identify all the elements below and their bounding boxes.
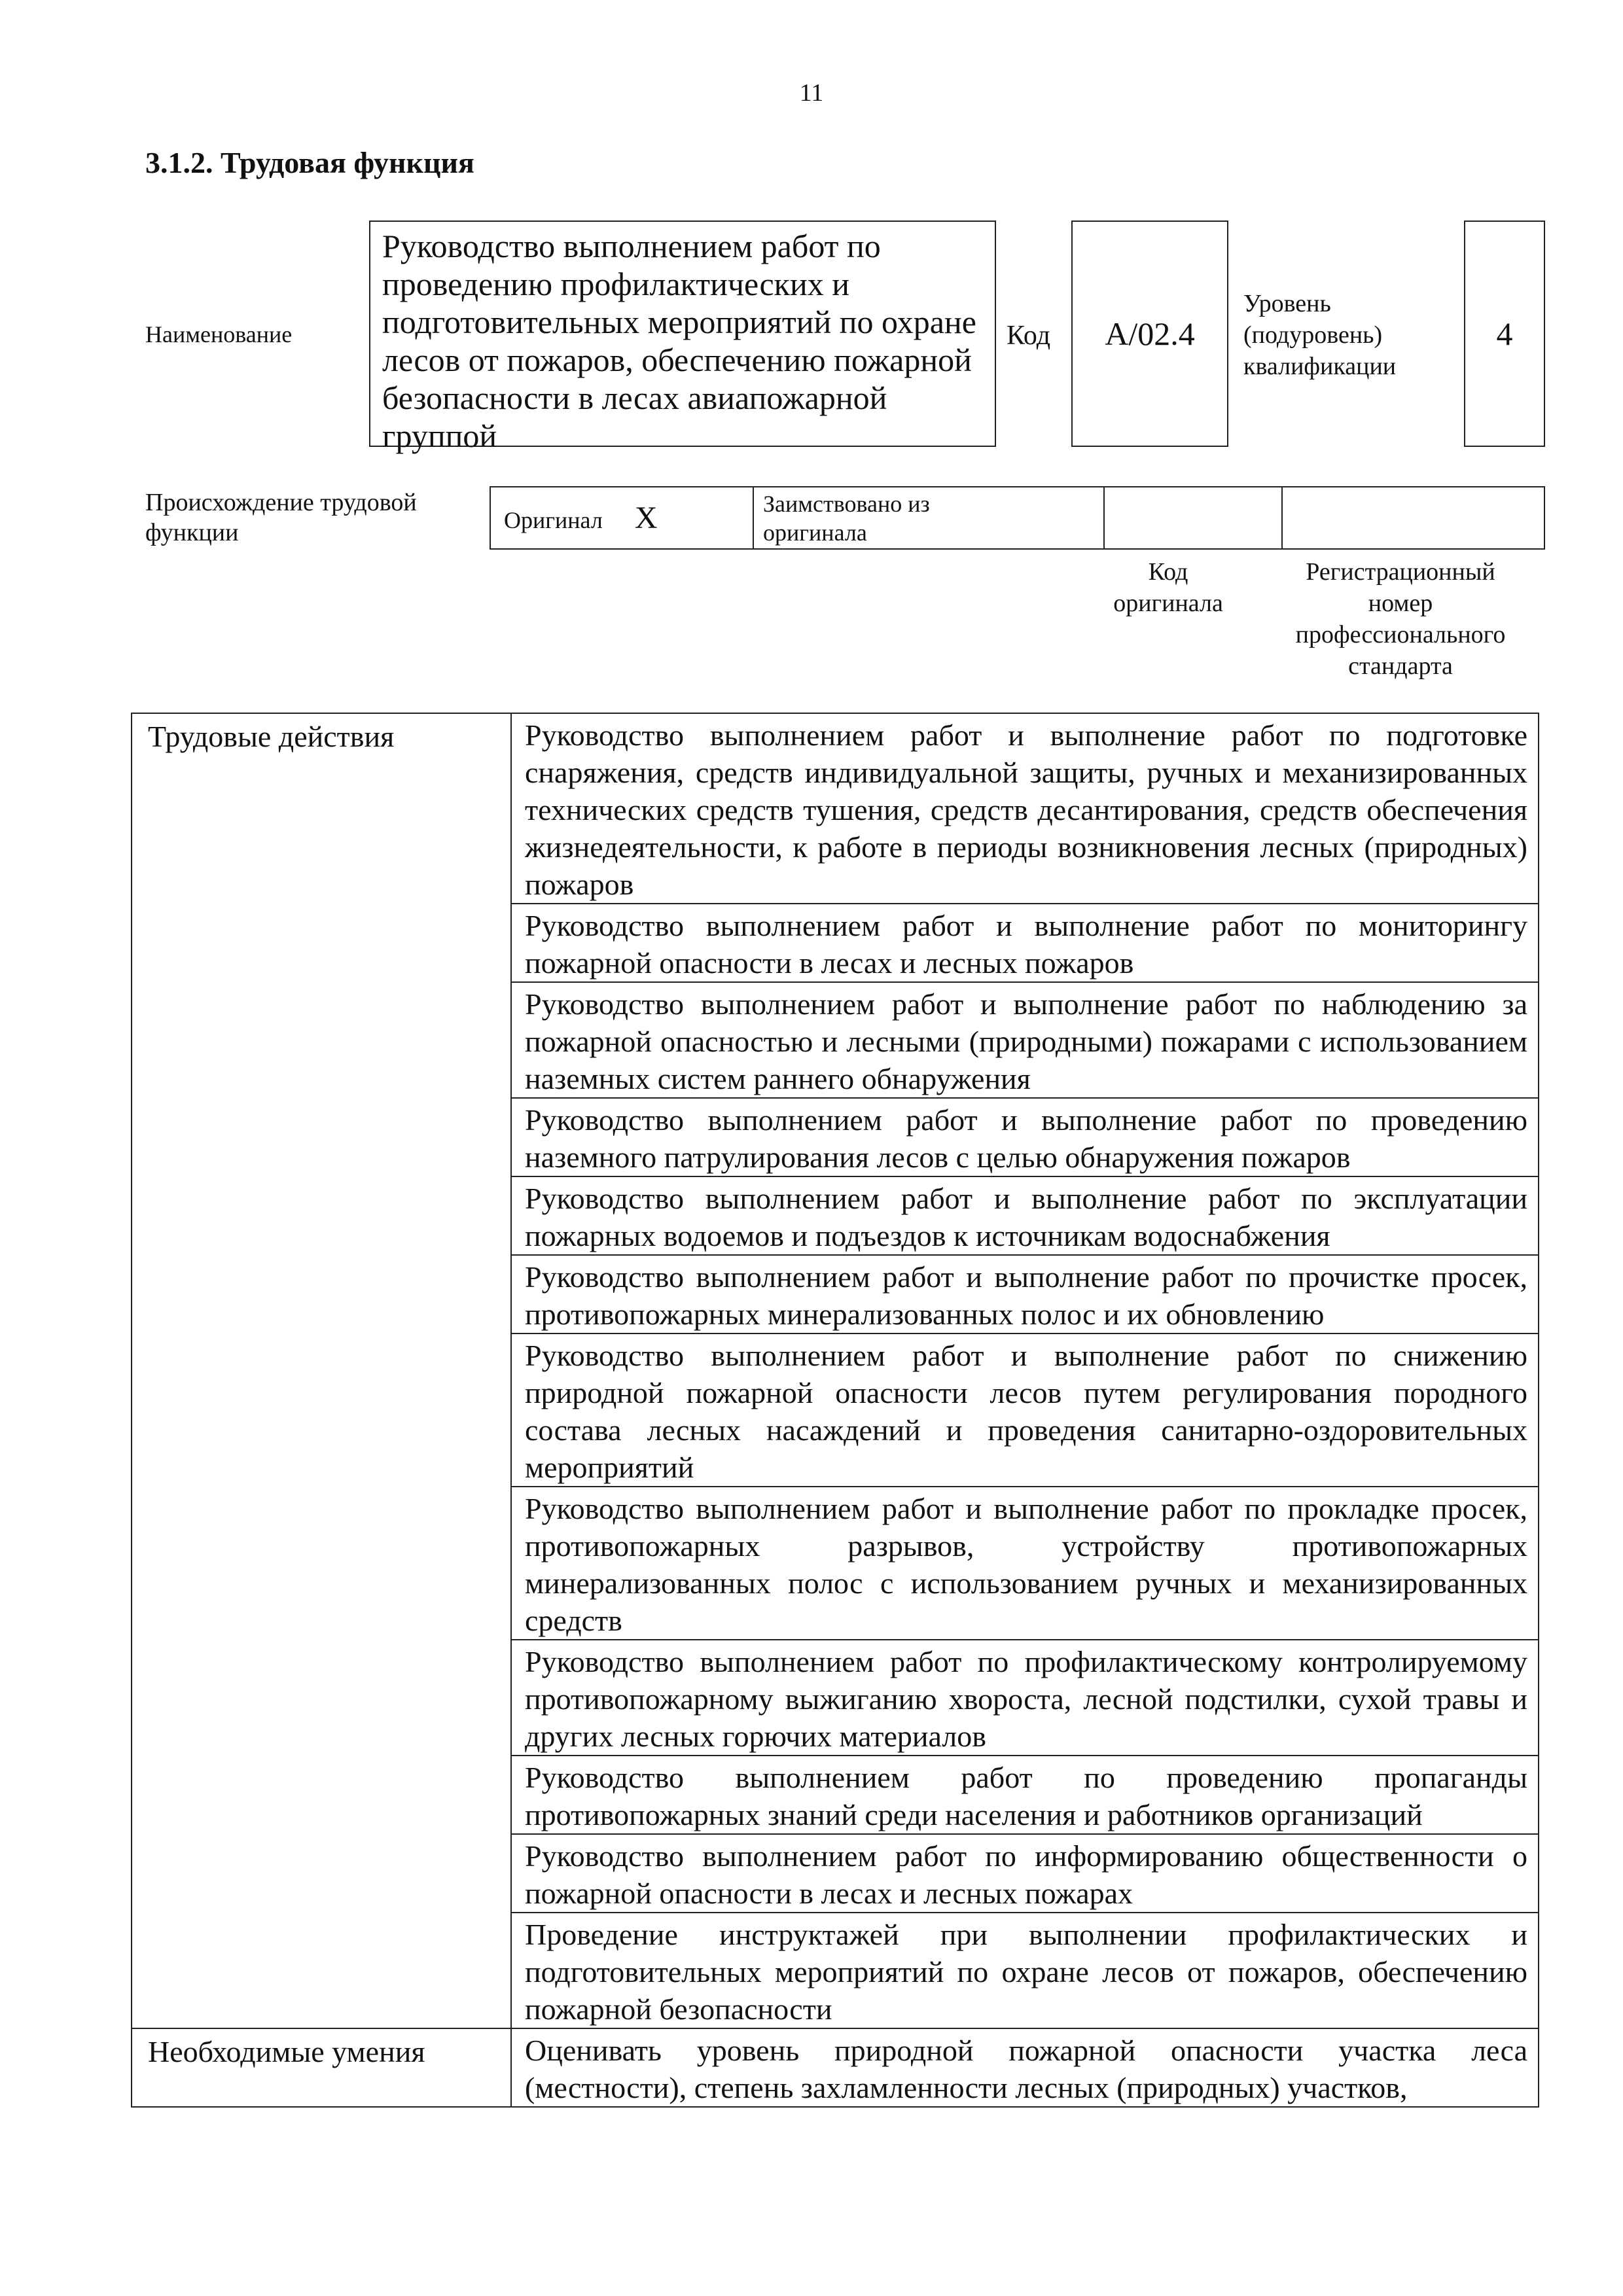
row-item-text: Руководство выполнением работ по информированию общественности о пожарной опасности в лесах и лесных пожарах xyxy=(511,1834,1539,1913)
original-mark: X xyxy=(634,501,658,535)
level-label: Уровень (подуровень) квалификации xyxy=(1243,290,1397,380)
reg-number-cell xyxy=(1282,487,1544,549)
row-item-text: Руководство выполнением работ по профилактическому контролируемому противопожарному выжиганию хвороста, лесной подстилки, сухой травы и других лесных горючих материалов xyxy=(511,1640,1539,1756)
table-row xyxy=(132,713,1539,904)
row-item-text: Оценивать уровень природной пожарной опасности участка леса (местности), степень захламленности лесных (природных) участков, xyxy=(511,2028,1539,2107)
reg-number-caption: Регистрационный номер профессионального стандарта xyxy=(1295,558,1506,680)
level-box xyxy=(1464,221,1545,447)
row-category-label: Необходимые умения xyxy=(132,2028,511,2107)
orig-code-caption: Код оригинала xyxy=(1113,558,1223,617)
borrowed-cell xyxy=(753,487,1104,549)
section-title: 3.1.2. Трудовая функция xyxy=(145,146,474,179)
page-number: 11 xyxy=(799,79,824,107)
orig-code-cell xyxy=(1104,487,1282,549)
row-item-text: Руководство выполнением работ и выполнение работ по наблюдению за пожарной опасностью и лесными (природными) пожарами с использованием наземных систем раннего обнаружения xyxy=(511,982,1539,1098)
row-item-text: Руководство выполнением работ и выполнение работ по эксплуатации пожарных водоемов и подъездов к источникам водоснабжения xyxy=(511,1176,1539,1255)
row-item-text: Руководство выполнением работ и выполнение работ по подготовке снаряжения, средств индивидуальной защиты, ручных и механизированных технических средств тушения, средств десантирования, средств обеспечения жизнедеятельности, к работе в периоды возникновения лесных (природных) пожаров xyxy=(511,713,1539,904)
table-row xyxy=(132,2028,1539,2107)
code-box xyxy=(1071,221,1228,447)
labor-actions-table xyxy=(131,713,1539,2108)
original-cell xyxy=(490,487,753,549)
name-label: Наименование xyxy=(145,321,293,347)
code-label: Код xyxy=(1007,321,1051,351)
row-category-label: Трудовые действия xyxy=(132,713,511,2028)
function-name-box xyxy=(369,221,996,454)
row-item-text: Руководство выполнением работ и выполнение работ по прокладке просек, противопожарных разрывов, устройству противопожарных минерализованных полос с использованием ручных и механизированных средств xyxy=(511,1487,1539,1640)
origin-label: Происхождение трудовой функции xyxy=(145,489,417,546)
level-value: 4 xyxy=(1496,315,1513,352)
original-label: Оригинал xyxy=(504,507,603,533)
row-item-text: Руководство выполнением работ и выполнение работ по прочистке просек, противопожарных минерализованных полос и их обновлению xyxy=(511,1255,1539,1333)
code-value: А/02.4 xyxy=(1105,315,1195,352)
origin-table xyxy=(490,486,1545,550)
borrowed-label: Заимствовано из оригинала xyxy=(763,490,930,546)
function-name-text: Руководство выполнением работ по проведению профилактических и подготовительных мероприятий по охране лесов от пожаров, обеспечению пожарной безопасности в лесах авиапожарной группой xyxy=(382,228,976,454)
row-item-text: Руководство выполнением работ по проведению пропаганды противопожарных знаний среди населения и работников организаций xyxy=(511,1756,1539,1834)
row-item-text: Руководство выполнением работ и выполнение работ по мониторингу пожарной опасности в лесах и лесных пожаров xyxy=(511,904,1539,982)
row-item-text: Руководство выполнением работ и выполнение работ по проведению наземного патрулирования лесов с целью обнаружения пожаров xyxy=(511,1098,1539,1176)
row-item-text: Проведение инструктажей при выполнении профилактических и подготовительных мероприятий по охране лесов от пожаров, обеспечению пожарной безопасности xyxy=(511,1913,1539,2028)
row-item-text: Руководство выполнением работ и выполнение работ по снижению природной пожарной опасности лесов путем регулирования породного состава лесных насаждений и проведения санитарно-оздоровительных мероприятий xyxy=(511,1333,1539,1487)
